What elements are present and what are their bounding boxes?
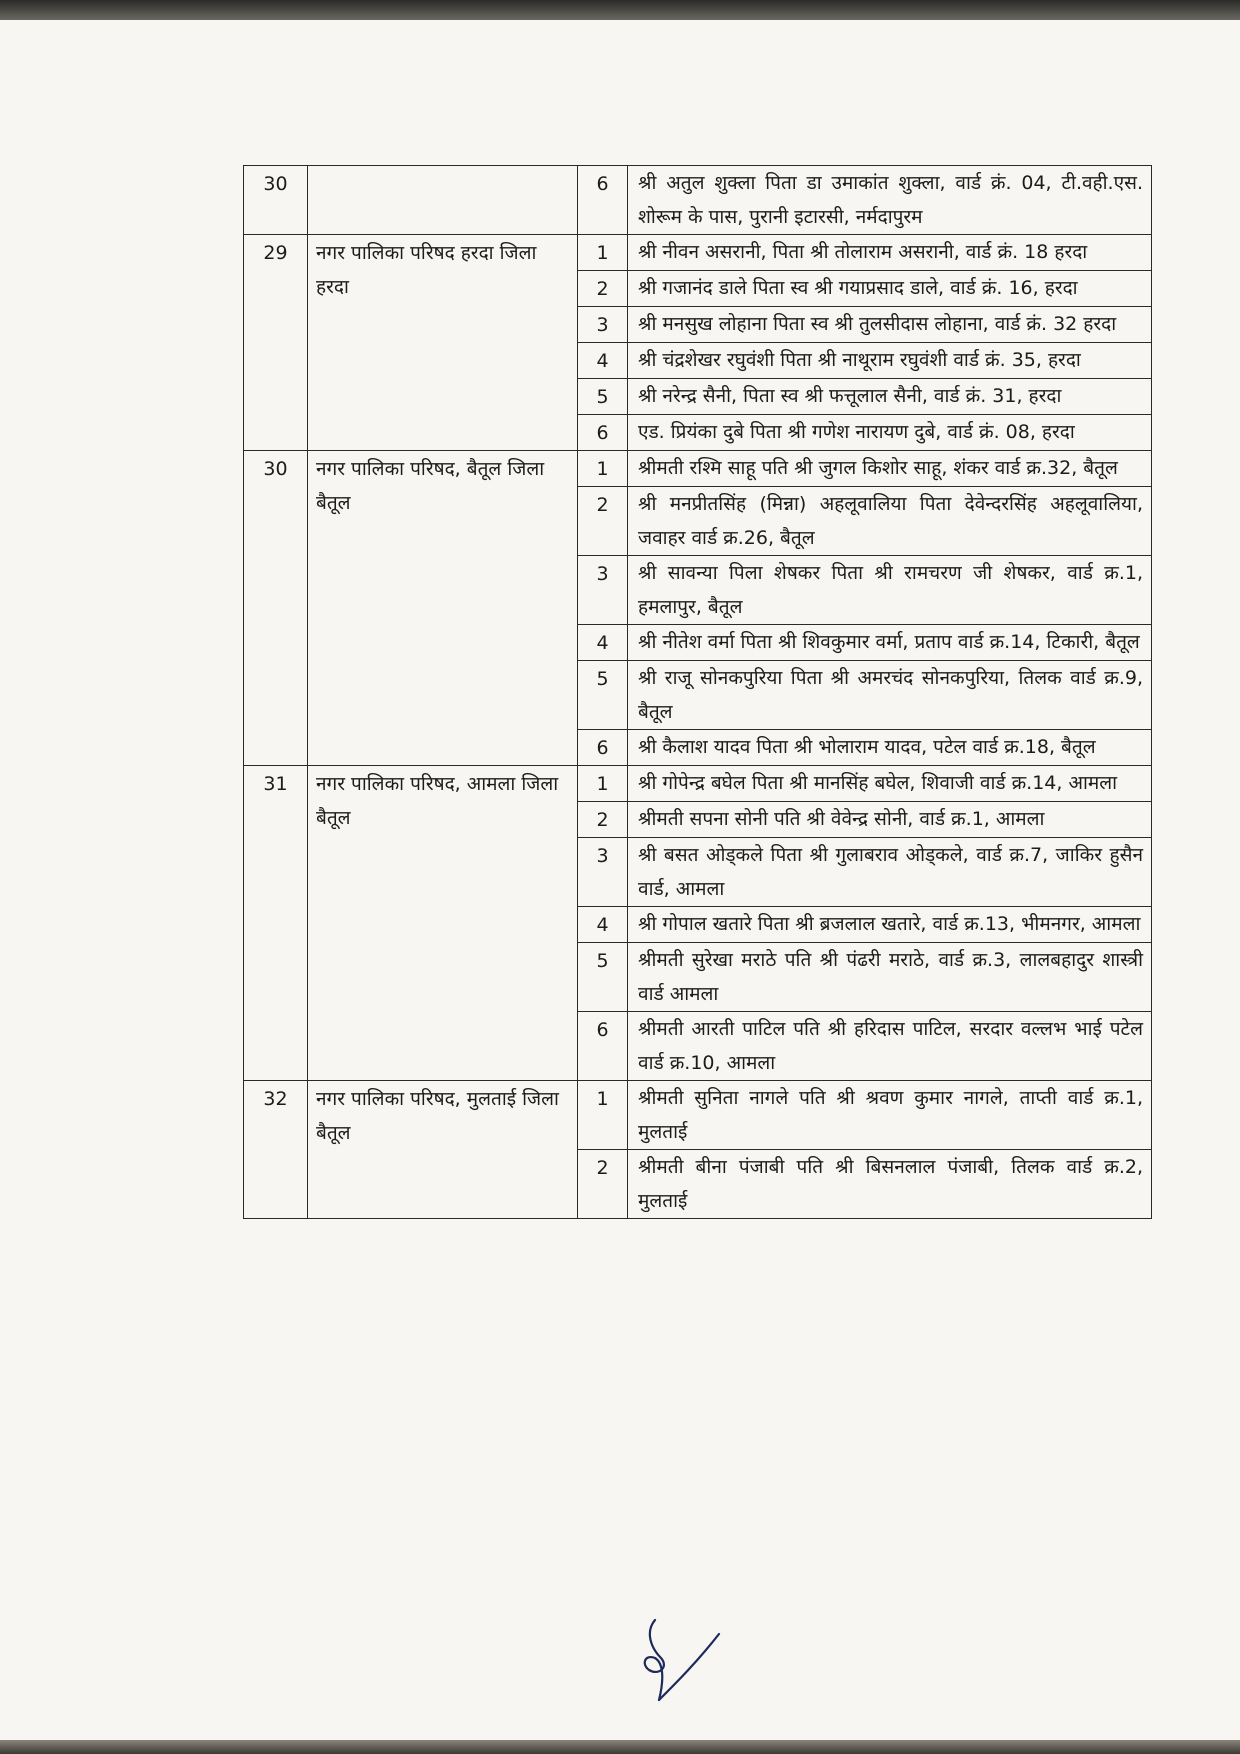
council-name-cell: नगर पालिका परिषद हरदा जिला हरदा [308,235,578,451]
serial-number-cell: 31 [244,766,308,1081]
council-name-cell [308,166,578,235]
table-row [244,451,1152,487]
table-row [244,166,1152,235]
member-details-cell: श्रीमती आरती पाटिल पति श्री हरिदास पाटिल, सरदार वल्लभ भाई पटेल वार्ड क्र.10, आमला [628,1012,1152,1081]
council-name-cell: नगर पालिका परिषद, मुलताई जिला बैतूल [308,1081,578,1219]
council-name-cell: नगर पालिका परिषद, बैतूल जिला बैतूल [308,451,578,766]
serial-number-cell: 32 [244,1081,308,1219]
member-details-cell: श्री नीतेश वर्मा पिता श्री शिवकुमार वर्मा, प्रताप वार्ड क्र.14, टिकारी, बैतूल [628,625,1152,661]
member-number-cell: 5 [578,379,628,415]
member-number-cell: 2 [578,271,628,307]
table-row [244,766,1152,802]
member-details-cell: श्री बसत ओड्कले पिता श्री गुलाबराव ओड्कले, वार्ड क्र.7, जाकिर हुसैन वार्ड, आमला [628,838,1152,907]
member-details-cell: श्री सावन्या पिला शेषकर पिता श्री रामचरण जी शेषकर, वार्ड क्र.1, हमलापुर, बैतूल [628,556,1152,625]
member-details-cell: श्रीमती सुनिता नागले पति श्री श्रवण कुमार नागले, ताप्ती वार्ड क्र.1, मुलताई [628,1081,1152,1150]
member-number-cell: 4 [578,625,628,661]
serial-number-cell: 30 [244,166,308,235]
member-details-cell: श्री चंद्रशेखर रघुवंशी पिता श्री नाथूराम रघुवंशी वार्ड क्रं. 35, हरदा [628,343,1152,379]
member-details-cell: श्रीमती सुरेखा मराठे पति श्री पंढरी मराठे, वार्ड क्र.3, लालबहादुर शास्त्री वार्ड आमला [628,943,1152,1012]
member-number-cell: 1 [578,1081,628,1150]
nominee-table [243,165,1152,1219]
member-details-cell: श्री राजू सोनकपुरिया पिता श्री अमरचंद सोनकपुरिया, तिलक वार्ड क्र.9, बैतूल [628,661,1152,730]
member-number-cell: 5 [578,943,628,1012]
member-details-cell: श्री गोपाल खतारे पिता श्री ब्रजलाल खतारे, वार्ड क्र.13, भीमनगर, आमला [628,907,1152,943]
member-number-cell: 5 [578,661,628,730]
member-details-cell: श्री कैलाश यादव पिता श्री भोलाराम यादव, पटेल वार्ड क्र.18, बैतूल [628,730,1152,766]
member-details-cell: श्री नीवन असरानी, पिता श्री तोलाराम असरानी, वार्ड क्रं. 18 हरदा [628,235,1152,271]
member-details-cell: श्रीमती सपना सोनी पति श्री वेवेन्द्र सोनी, वार्ड क्र.1, आमला [628,802,1152,838]
member-number-cell: 1 [578,235,628,271]
member-details-cell: श्रीमती बीना पंजाबी पति श्री बिसनलाल पंजाबी, तिलक वार्ड क्र.2, मुलताई [628,1150,1152,1219]
member-number-cell: 1 [578,766,628,802]
member-number-cell: 3 [578,838,628,907]
member-number-cell: 3 [578,556,628,625]
serial-number-cell: 29 [244,235,308,451]
member-details-cell: श्री नरेन्द्र सैनी, पिता स्व श्री फत्तूलाल सैनी, वार्ड क्रं. 31, हरदा [628,379,1152,415]
member-details-cell: श्री मनसुख लोहाना पिता स्व श्री तुलसीदास लोहाना, वार्ड क्रं. 32 हरदा [628,307,1152,343]
member-number-cell: 1 [578,451,628,487]
council-name-cell: नगर पालिका परिषद, आमला जिला बैतूल [308,766,578,1081]
member-details-cell: श्रीमती रश्मि साहू पति श्री जुगल किशोर साहू, शंकर वार्ड क्र.32, बैतूल [628,451,1152,487]
member-details-cell: श्री अतुल शुक्ला पिता डा उमाकांत शुक्ला, वार्ड क्रं. 04, टी.वही.एस. शोरूम के पास, पुरानी इटारसी, नर्मदापुरम [628,166,1152,235]
member-number-cell: 6 [578,166,628,235]
member-number-cell: 2 [578,1150,628,1219]
scan-top-edge [0,0,1240,20]
serial-number-cell: 30 [244,451,308,766]
member-details-cell: श्री मनप्रीतसिंह (मिन्ना) अहलूवालिया पिता देवेन्दरसिंह अहलूवालिया, जवाहर वार्ड क्र.26, बैतूल [628,487,1152,556]
member-number-cell: 6 [578,1012,628,1081]
member-number-cell: 2 [578,487,628,556]
member-number-cell: 6 [578,730,628,766]
nominee-table-body [244,166,1152,1219]
member-details-cell: श्री गोपेन्द्र बघेल पिता श्री मानसिंह बघेल, शिवाजी वार्ड क्र.14, आमला [628,766,1152,802]
member-number-cell: 4 [578,907,628,943]
member-details-cell: एड. प्रियंका दुबे पिता श्री गणेश नारायण दुबे, वार्ड क्रं. 08, हरदा [628,415,1152,451]
signature-mark [615,1612,725,1712]
member-number-cell: 3 [578,307,628,343]
table-row [244,1081,1152,1150]
table-row [244,235,1152,271]
scan-bottom-edge [0,1740,1240,1754]
member-details-cell: श्री गजानंद डाले पिता स्व श्री गयाप्रसाद डाले, वार्ड क्रं. 16, हरदा [628,271,1152,307]
member-number-cell: 6 [578,415,628,451]
member-number-cell: 2 [578,802,628,838]
member-number-cell: 4 [578,343,628,379]
